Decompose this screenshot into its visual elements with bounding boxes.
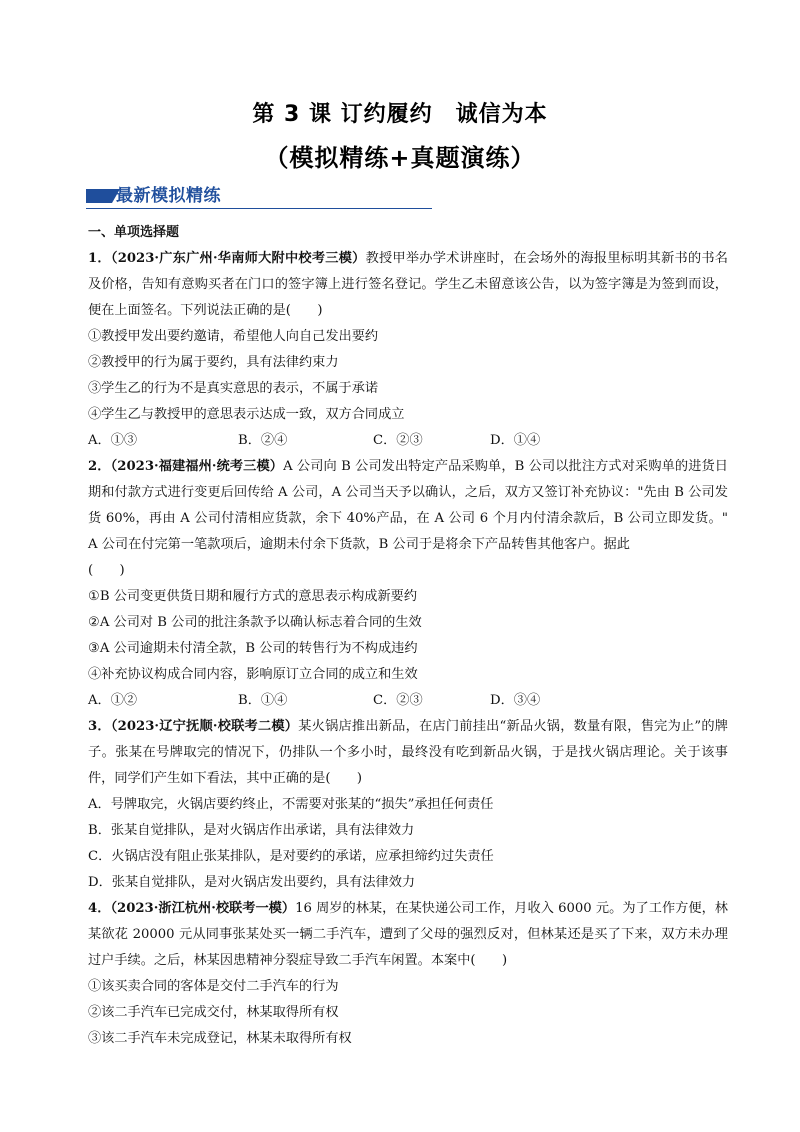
question-stem <box>88 896 728 974</box>
page-subtitle: （模拟精练+真题演练） <box>264 144 536 172</box>
statement: ④学生乙与教授甲的意思表示达成一致，双方合同成立 <box>88 407 405 422</box>
statement: ①该买卖合同的客体是交付二手汽车的行为 <box>88 979 339 994</box>
option-c: C．②③ <box>373 433 423 448</box>
page-title: 第 3 课 订约履约 诚信为本 <box>252 102 548 127</box>
section-banner <box>86 180 432 210</box>
option-d: D．③④ <box>490 693 541 708</box>
statement: ④补充协议构成合同内容，影响原订立合同的成立和生效 <box>88 667 418 682</box>
question-text: 教授甲举办学术讲座时，在会场外的海报里标明其新书的书名及价格，告知有意购买者在门口的签字簿上进行签名登记。学生乙未留意该公告，以为签字簿是为签到而设，便在上面签名。下列说法正确的是( ) <box>88 251 728 318</box>
section-banner-label: 最新模拟精练 <box>116 186 221 206</box>
option-d: D．①④ <box>490 433 541 448</box>
statement: ③该二手汽车未完成登记，林某未取得所有权 <box>88 1031 352 1046</box>
question-source: （2023·辽宁抚顺·校联考二模） <box>110 719 299 734</box>
option-row <box>88 428 728 454</box>
option-row <box>88 688 728 714</box>
question-4 <box>88 896 728 1052</box>
question-1 <box>88 246 728 454</box>
statement: ③A 公司逾期未付清全款，B 公司的转售行为不构成违约 <box>88 641 418 656</box>
statement: ①B 公司变更供货日期和履行方式的意思表示构成新要约 <box>88 589 418 604</box>
statement: ②A 公司对 B 公司的批注条款予以确认标志着合同的生效 <box>88 615 422 630</box>
option-c: C．②③ <box>373 693 423 708</box>
banner-underline <box>86 208 432 209</box>
question-number: 2． <box>88 459 111 474</box>
option-b: B．①④ <box>238 693 288 708</box>
choice-c: C．火锅店没有阻止张某排队，是对要约的承诺，应承担缔约过失责任 <box>88 849 494 864</box>
section-heading: 一、单项选择题 <box>88 225 180 240</box>
statement: ②该二手汽车已完成交付，林某取得所有权 <box>88 1005 339 1020</box>
question-stem <box>88 246 728 324</box>
question-text: A 公司向 B 公司发出特定产品采购单，B 公司以批注方式对采购单的进货日期和付款方式进行变更后回传给 A 公司，A 公司当天予以确认，之后，双方又签订补充协议："先由 B 公司发货 60%，再由 A 公司付清相应货款，余下 40%产品，在 A 公司 6 个月内付清余款后，B 公司立即发货。" A 公司在付完第一笔款项后，逾期未付余下货款，B 公司于是将余下产品转售其他客户。据此 <box>88 459 728 552</box>
question-stem <box>88 454 728 558</box>
question-2 <box>88 454 728 714</box>
option-a: A．①② <box>88 693 138 708</box>
option-b: B．②④ <box>238 433 288 448</box>
option-a: A．①③ <box>88 433 138 448</box>
question-text: 某火锅店推出新品，在店门前挂出“新品火锅，数量有限，售完为止”的牌子。张某在号牌取完的情况下，仍排队一个多小时，最终没有吃到新品火锅，于是找火锅店理论。关于该事件，同学们产生如下看法，其中正确的是( ) <box>88 719 728 786</box>
statement: ②教授甲的行为属于要约，具有法律约束力 <box>88 355 339 370</box>
question-number: 3． <box>88 719 111 734</box>
statement: ③学生乙的行为不是真实意思的表示，不属于承诺 <box>88 381 379 396</box>
question-number: 4． <box>88 901 111 916</box>
question-text: 16 周岁的林某，在某快递公司工作，月收入 6000 元。为了工作方便，林某欲花 20000 元从同事张某处买一辆二手汽车，遭到了父母的强烈反对，但林某还是买了下来，双方未办理过户手续。之后，林某因患精神分裂症导致二手汽车闲置。本案中( ) <box>88 901 728 968</box>
question-source: （2023·浙江杭州·校联考一模） <box>110 901 296 916</box>
statement: ①教授甲发出要约邀请，希望他人向自己发出要约 <box>88 329 379 344</box>
choice-a: A．号牌取完，火锅店要约终止，不需要对张某的“损失”承担任何责任 <box>88 797 494 812</box>
question-number: 1． <box>88 251 111 266</box>
question-stem <box>88 714 728 792</box>
question-source: （2023·广东广州·华南师大附中校考三模） <box>110 251 366 266</box>
question-3 <box>88 714 728 896</box>
question-list <box>88 220 728 1052</box>
choice-b: B．张某自觉排队，是对火锅店作出承诺，具有法律效力 <box>88 823 415 838</box>
question-source: （2023·福建福州·统考三模） <box>110 459 284 474</box>
choice-d: D．张某自觉排队，是对火锅店发出要约，具有法律效力 <box>88 875 416 890</box>
answer-blank: ( ) <box>88 563 125 578</box>
banner-bar-icon <box>86 189 112 203</box>
